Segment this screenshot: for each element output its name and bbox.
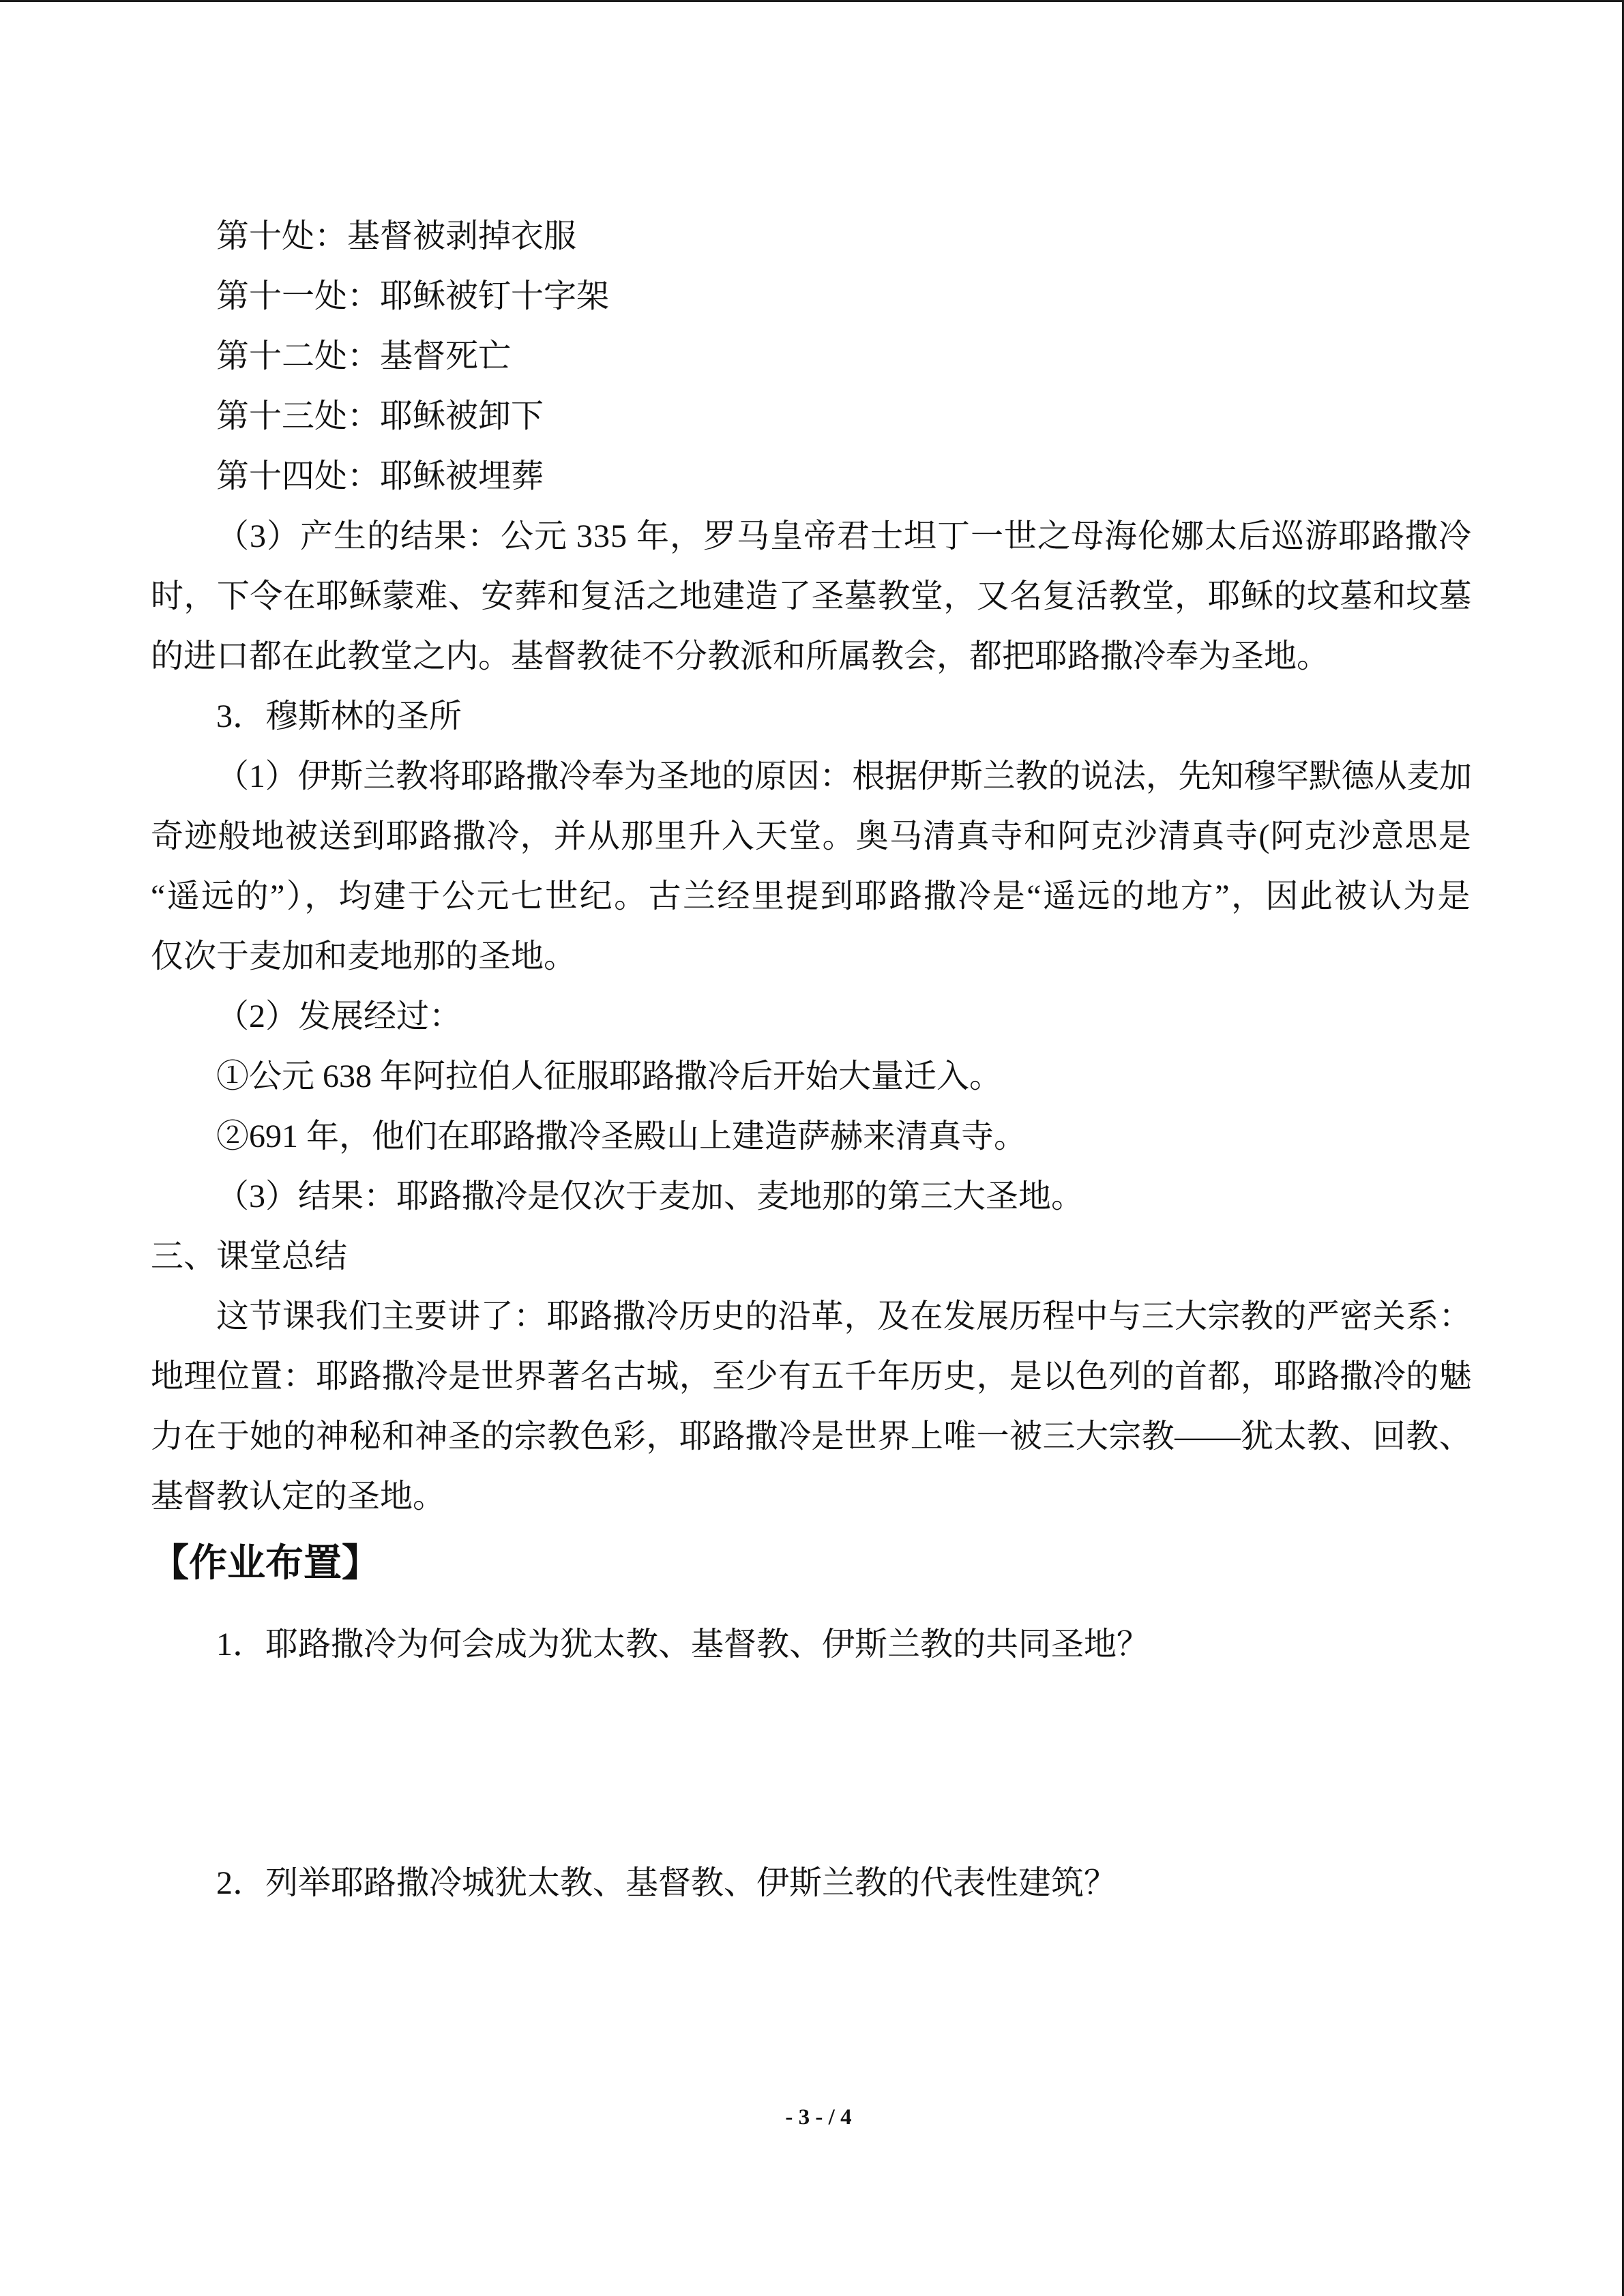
paragraph-line: 时，下令在耶稣蒙难、安葬和复活之地建造了圣墓教堂，又名复活教堂，耶稣的坟墓和坟墓 bbox=[151, 578, 1472, 614]
development-step: ②691 年，他们在耶路撒冷圣殿山上建造萨赫来清真寺。 bbox=[216, 1118, 1027, 1154]
page-body bbox=[151, 207, 1472, 1913]
summary-heading: 三、课堂总结 bbox=[151, 1238, 348, 1274]
station-item: 第十二处：基督死亡 bbox=[216, 338, 512, 374]
homework-question: 1．耶路撒冷为何会成为犹太教、基督教、伊斯兰教的共同圣地？ bbox=[216, 1626, 1150, 1663]
homework-questions bbox=[151, 1615, 1472, 1913]
summary-paragraph bbox=[151, 1287, 1472, 1527]
development-heading: （2）发展经过： bbox=[216, 998, 462, 1034]
station-item: 第十三处：耶稣被卸下 bbox=[216, 398, 544, 434]
paragraph-line: 这节课我们主要讲了：耶路撒冷历史的沿革，及在发展历程中与三大宗教的严密关系： bbox=[216, 1298, 1472, 1335]
paragraph-line: “遥远的”），均建于公元七世纪。古兰经里提到耶路撒冷是“遥远的地方”，因此被认为是 bbox=[151, 878, 1472, 914]
muslim-result: （3）结果：耶路撒冷是仅次于麦加、麦地那的第三大圣地。 bbox=[216, 1178, 1084, 1214]
paragraph-line: 的进口都在此教堂之内。基督教徒不分教派和所属教会，都把耶路撒冷奉为圣地。 bbox=[151, 638, 1330, 674]
station-item: 第十一处：耶稣被钉十字架 bbox=[216, 278, 610, 314]
paragraph-line: 奇迹般地被送到耶路撒冷，并从那里升入天堂。奥马清真寺和阿克沙清真寺(阿克沙意思是 bbox=[151, 818, 1472, 854]
homework-question: 2．列举耶路撒冷城犹太教、基督教、伊斯兰教的代表性建筑？ bbox=[216, 1865, 1117, 1901]
homework-heading: 【作业布置】 bbox=[151, 1541, 380, 1584]
paragraph-line: 地理位置：耶路撒冷是世界著名古城，至少有五千年历史，是以色列的首都，耶路撒冷的魅 bbox=[151, 1358, 1472, 1395]
christian-result-paragraph bbox=[151, 507, 1472, 687]
page-number: - 3 - / 4 bbox=[785, 2105, 852, 2130]
paragraph-line: （1）伊斯兰教将耶路撒冷奉为圣地的原因：根据伊斯兰教的说法，先知穆罕默德从麦加 bbox=[216, 758, 1472, 794]
paragraph-line: 力在于她的神秘和神圣的宗教色彩，耶路撒冷是世界上唯一被三大宗教——犹太教、回教、 bbox=[151, 1418, 1472, 1455]
paragraph-line: 仅次于麦加和麦地那的圣地。 bbox=[151, 938, 577, 974]
station-item: 第十处：基督被剥掉衣服 bbox=[216, 218, 577, 254]
station-item: 第十四处：耶稣被埋葬 bbox=[216, 458, 544, 494]
paragraph-line: （3）产生的结果：公元 335 年，罗马皇帝君士坦丁一世之母海伦娜太后巡游耶路撒冷 bbox=[216, 518, 1472, 554]
muslim-sanctuary-heading: 3．穆斯林的圣所 bbox=[216, 698, 462, 734]
paragraph-line: 基督教认定的圣地。 bbox=[151, 1478, 446, 1515]
muslim-reason-paragraph bbox=[151, 747, 1472, 987]
stations-list bbox=[151, 207, 1472, 507]
development-step: ①公元 638 年阿拉伯人征服耶路撒冷后开始大量迁入。 bbox=[216, 1058, 1003, 1094]
